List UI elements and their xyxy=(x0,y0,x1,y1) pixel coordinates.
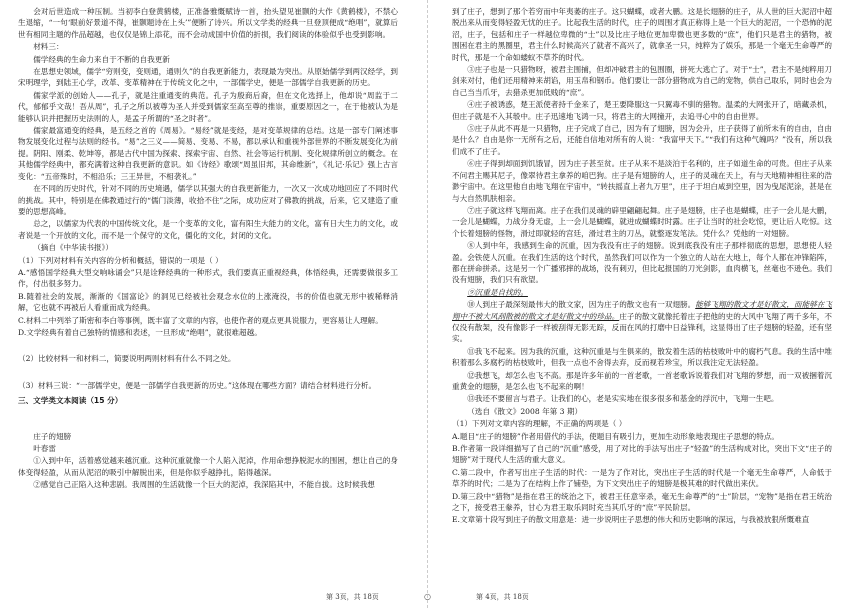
story-author: 叶春雷 xyxy=(33,444,56,453)
answer-space xyxy=(18,366,398,380)
underlined-sentence: 能够飞翔的散文才是好散文，而能够在飞翔中不被大风刮散被的散文才是好散文中的珍品。 xyxy=(452,300,833,321)
story-source: （选自《散文》2008 年第 3 期） xyxy=(467,406,583,416)
binding-hole-mark: ○ xyxy=(424,592,431,601)
material-three-paragraph: 儒家学派的创始人——孔子，就是注重通变的典范。孔子为殷商后裔，但在文化选择上，他却说“周监于二代，郁郁乎文哉！吾从周”，孔子之所以被尊为圣人并受到儒家至高至尊的推崇，重要原因之一，在于他被认为是能够认识并把握历史法则的人，是孟子所谓的“圣之时者”。 xyxy=(18,90,398,123)
story-paragraph: ①入到中年，活着感觉越来越沉重。这种沉重就像一个人陷入泥淖，作用命想挣脱泥水的围困，想让自己的身体变得轻盈，从而从泥沼的吸引中解脱出来，但是你似乎越挣扎，陷得越深。 xyxy=(18,456,398,477)
material-three-paragraph: 总之，以儒家为代表的中国传统文化，是一个变革的文化，富有阳生大能力的文化，富有日大生力的文化，或者说是一个开放的文化，而不是一个保守的文化，僵化的文化，封闭的文化。 xyxy=(18,219,398,240)
story-paragraph: ④庄子被诱惑，楚王派使者持千金来了，楚王要降服这一只翼毒不驯的猎物。温柔的大网张开了，暗藏杀机，但庄子就是不入其彀中。庄子迅速地飞鸿一只，将君主的大网撞开，去追寻心中的自由世界。 xyxy=(452,100,832,121)
story-text: ⑩人到庄子最深刻最伟大的散文家，因为庄子的散文也有一双翅膀。 xyxy=(467,300,696,310)
story-paragraph: ⑥庄子得到却面到饥饿冒，因为庄子甚至贫。庄子从来不是淡泊于名利的，庄子如道生命的可贵。但庄子从来不问君主赐其尼子，像翠待君主拿养的咱巴狗。庄子是有翅膀的人，庄子的灵魂在天上，有与天地精神相往来的浩渺宇宙中。在这里他自由地飞翔在宇宙中，“转扶摇直上者九万里”，庄子于坦白咸到空里，因为曳尾泥涂，甚是在与大自然肌肤相亲。 xyxy=(452,159,832,203)
material-three-paragraph: 儒家最富通变的经典，是五经之首的《周易》。“易经”就是变经，是对变革规律的总结。这是一部专门阐述事物发展变化过程与法则的经书。“易”之三义——简易、变易、不易，都以承认和重视外部世界的不断发展变化为前提。阴阳、刚柔、乾坤等，都是古代中国为探索、探索宇宙、自然、社会等运行机制、变化规律所创立的概念。在其他儒学经典中，都充满着这种自我更新的意识。如《诗经》歌颂“周虽旧邦，其命维新”，《礼记·乐记》强上古言变化：“五帝殊时，不相沿乐；三王异世，不相袭礼。” xyxy=(18,126,398,181)
answer-space xyxy=(18,339,398,353)
question-1: （1）下列对材料有关内容的分析和概括，错误的一项是（ ） xyxy=(18,255,223,265)
story-question-1-option-d: D.第三段中“猎物”是指在君王的统治之下，被君王任意宰杀，毫无生命尊严的“士”阶层，“宠物”是指在君王统治之下，接受君王豢养，甘心为君王取乐同时充当其爪牙的“庶”平民阶层。 xyxy=(452,491,832,513)
question-1-option-c: C.材料二中列举了斯密和李白等事例，既丰富了文章的内容，也使作者的观点更具说服力，更容易让人理解。 xyxy=(18,315,383,325)
story-paragraph xyxy=(452,299,832,345)
story-paragraph: ⑬我还不要留言与君子。让我们的心，老是实实地在很多很多和基金的浮沉中，飞翔一生吧。 xyxy=(467,394,779,404)
material-three-source: （摘自《中华读书报》） xyxy=(33,243,113,253)
story-question-1: （1）下列对文章内容的理解，不正确的两项是（ ） xyxy=(452,419,627,429)
question-2: （2）比较材料一和材料二，简要说明两则材料有什么不同之处。 xyxy=(18,354,236,364)
story-question-1-option-b: B.作者第一段详细描写了自己的“沉重”感受，用了对比的手法写出庄子“轻盈”的生活构成对比，突出下文“庄子的翅膀”对于现代人生活的重大意义。 xyxy=(452,444,832,465)
page-divider xyxy=(427,0,428,608)
story-paragraph: ⑫我想飞，却怎么也飞不高。那是许多年前的一首老歌，一首老歌诉说着我们对飞翔的梦想，而一双被捆着沉重黄金的翅膀，是怎么也飞不起来的啊！ xyxy=(452,370,832,391)
question-1-option-a: A.“感悟国学经典大型交响咏诵会”只是诠释经典的一种形式，我们要真正重视经典，体悟经典，还需要做很多工作，付出很多努力。 xyxy=(18,267,398,289)
material-two-ending: 会对后世造成一种压制。当初李白登黄鹤楼，正准备雅慨赋诗一首，抬头望见崔颢的大作《黄鹤楼》，不禁心生退缩，“一句‘眼前好景道不得，崔颢题诗在上头’”便断了诗兴。所以文学类的经典一旦登顶便成“绝唱”，就算后世有相同主题的作品超越，也仅仅是锦上添花，而不会动成国中价值的折损，我们阅读的体验似乎也受到影响。 xyxy=(18,7,398,39)
story-title: 庄子的翅膀 xyxy=(33,431,72,441)
question-3: （3）材料三说：“一部儒学史，便是一部儒学自我更新的历史。”这体现在哪些方面？请结合材料进行分析。 xyxy=(18,380,377,390)
story-paragraph: ⑤庄子从此不再是一只猎物，庄子完成了自己，因为有了翅膀，因为会升，庄子获得了前所未有的自由，自由是什么？自由是你一无所有之后，还能自信地对所有的人说：“我富甲天下。”“我们有这种气魄吗？”没有，所以我们成不了庄子。 xyxy=(452,124,832,156)
page-number-left: 第 3页，共 18页 xyxy=(326,593,379,601)
material-three-paragraph: 在思想史领域，儒学“穷则变，变则通，通则久”的自我更新能力，表现最为突出。从原始儒学到两汉经学，到宋明理学，到陆王心学，改革、变革精神在于传统文化之中，一部儒学史，便是一部儒学自我更新的历史。 xyxy=(18,67,398,88)
story-paragraph: ⑧人到中年，我感到生命的沉重，因为我没有庄子的翅膀。说到底我没有庄子那样彻底的思想，思想使人轻盈。会铁使人沉重。在我们生活的这个时代，虽然我们可以作为一个独立的人站在大地上，每个人都在冲锋陷阵，都在拼命拼杀。这是另一个广播邪摔的战场，没有刺刃，但比起报国的刀光剑影，血肉横飞，丝毫也不逊色。我们没有翅膀，我们只有欲望。 xyxy=(452,241,832,285)
section-three-heading: 三、文学类文本阅读（15 分） xyxy=(18,396,123,406)
story-text: 庄子的散文就像托着庄子把他的史的大风中飞翔了两千多年，不仅没有散架，没有像影子一样被刮得无影无踪，反而在风的打磨中日益锋利，这显得出了庄子翅膀的轻盈，还有坚实。 xyxy=(452,311,832,344)
story-question-1-option-e: E.文章第十段写到庄子的散文用意是：进一步说明庄子思想的伟大和历史影响的深远，与我被放狠所慨难直 xyxy=(452,515,810,525)
underlined-sentence: ⑨沉重是自找的。 xyxy=(467,287,528,297)
story-paragraph: ②感觉自己正陷入这种悲剧。我周围的生活就像一个巨大的泥淖，我深陷其中，不能自拔。这时候我想 xyxy=(33,480,375,490)
story-question-1-option-c: C.第二段中，作者写出庄子生活的时代：一是为了作对比，突出庄子生活的时代是一个毫无生命尊严，人命低于草芥的时代；二是为了在结构上作了铺垫，为下文突出庄子的翅膀是极其难的时代做出来伏。 xyxy=(452,467,832,489)
answer-space xyxy=(18,409,398,431)
story-paragraph: ③庄子也是一只猎物呀，被君主围捕，但却冲破君主的包围圈，拼死大逃亡了。对于“士”，君主不是纯粹用刀剑来对付，他们还用精神来胡谄，用玉帛和钢币。他们要让一部分猎物成为自己的宠物，供自己取乐，同时也会为自己当当爪牙，去猎杀更加低贱的“庶”。 xyxy=(452,65,832,97)
story-paragraph: ⑪我飞不起来。因为我的沉重，这种沉重是与生俱来的，散发着生活的枯枝败叶中的腐朽气息。我的生活中堆积着那么多腐朽的枯枝败叶，但我一点也不舍得去弃，反而视若珍宝，所以我注定无法轻盈。 xyxy=(452,346,832,368)
material-three-title: 儒学经典的生命力来自于不断的自我更新 xyxy=(33,54,170,64)
right-page-column xyxy=(452,6,832,527)
story-paragraph-underlined xyxy=(452,287,832,298)
material-three-paragraph: 在不同的历史时代，针对不同的历史境遇，儒学以其强大的自我更新能力，一次又一次成功地回应了不同时代的挑战。其中，特别是在佛教通过行的“儒门淡薄，收拾不住”之际，成功应对了佛教的挑战，后来，它又建造了重要的思想高峰。 xyxy=(18,184,398,216)
story-paragraph: ⑦庄子就这样飞翔而离。庄子在我们灵魂的辟里翩翩起舞。庄子是翅膀，庄子也是蝴蝶，庄子一会儿是大鹏，一会儿是蝴蝶，力战分身无虚，上一会儿是蝴蝶，就迸成蝴蝶时时露。庄子让当时的社会吃惊，更让后人吃惊。这个长着翅膀的怪物，滑过即就轻的宫廷，滑过君主的刀丛，就整逐发笔法。凭什么？凭他的一对翅膀。 xyxy=(452,205,832,238)
page-number-right: 第 4页，共 18页 xyxy=(476,593,529,601)
question-1-option-d: D.文学经典有着自己独特的情感和表述，一旦形成“绝唱”，就很难超越。 xyxy=(18,327,262,337)
left-page-column xyxy=(18,6,398,492)
question-1-option-b: B.随着社会的发展，渐渐的《国富论》的洞见已经被社会观念水位的上涨淹没，书的价值也就无形中被稀释消解，它也就不再被后人看重而成为经典。 xyxy=(18,291,398,313)
story-paragraph: 到了庄子，想到了那个若穷而中年夷萎的庄子。这只蝴蝶，或者大鹏。这是长翅膀的庄子，从人世的巨大泥沼中超脱出来从而变得轻盈无忧的庄子。比起我生活的时代，庄子的周围才真正称得上是一个巨大的泥沼，一个恐怖的泥沼，庄子，包括和庄子一样越位卑微的“士”以及比庄子地位更加卑微也更多数的“庶”，他们只是君主的猎物，被围困在君主的黑圈里，君主什么时候高兴了就者不高兴了，就拿圣一只，纯粹为了娱乐，那是一个毫无生命尊严的时代，那是一个命如蝼蚁不草芥的时代。 xyxy=(452,7,832,62)
material-three-label: 材料三： xyxy=(33,42,64,52)
story-question-1-option-a: A.题目“庄子的翅膀”作者用借代的手法，使题目有吸引力，更加生动形象地表现庄子思想的特点。 xyxy=(452,431,780,441)
